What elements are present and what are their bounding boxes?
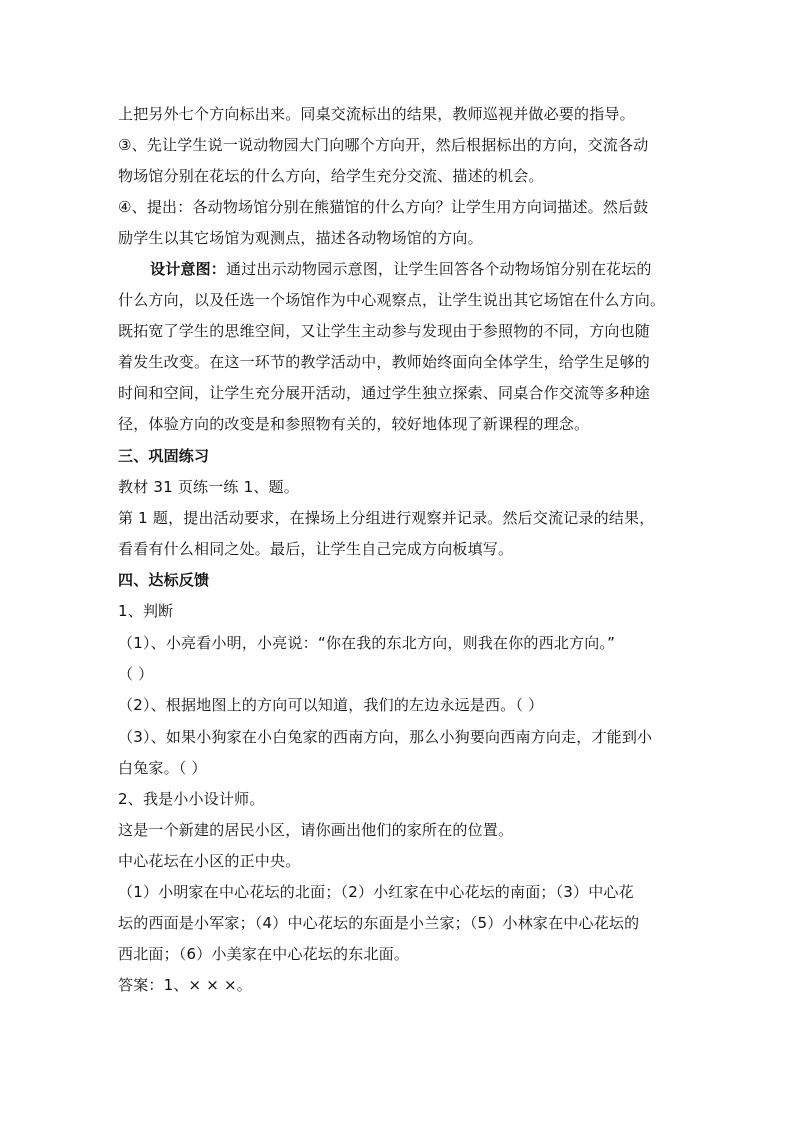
answer-line: 答案：1、× × ×。 — [118, 976, 252, 994]
paragraph-line: ④、提出：各动物场馆分别在熊猫馆的什么方向？让学生用方向词描述。然后鼓 — [118, 198, 649, 216]
paragraph-line: （1）小明家在中心花坛的北面；（2）小红家在中心花坛的南面；（3）中心花 — [118, 883, 634, 901]
paragraph-line: 上把另外七个方向标出来。同桌交流标出的结果，教师巡视并做必要的指导。 — [118, 105, 635, 123]
paragraph-line: 物场馆分别在花坛的什么方向，给学生充分交流、描述的机会。 — [118, 167, 544, 185]
paragraph-line: 什么方向，以及任选一个场馆作为中心观察点，让学生说出其它场馆在什么方向。 — [118, 291, 666, 309]
paragraph-line: 第 1 题，提出活动要求，在操场上分组进行观察并记录。然后交流记录的结果， — [118, 509, 655, 527]
section-heading-feedback: 四、达标反馈 — [118, 571, 210, 589]
paragraph-line: 着发生改变。在这一环节的教学活动中，教师始终面向全体学生，给学生足够的 — [118, 353, 651, 371]
design-intent-text: 通过出示动物园示意图，让学生回答各个动物场馆分别在花坛的 — [226, 260, 652, 278]
paragraph-line: 教材 31 页练一练 1、题。 — [118, 478, 299, 496]
paragraph-line: 既拓宽了学生的思维空间，又让学生主动参与发现由于参照物的不同，方向也随 — [118, 322, 651, 340]
paragraph-line: 坛的西面是小军家；（4）中心花坛的东面是小兰家；（5）小林家在中心花坛的 — [118, 914, 640, 932]
paragraph-line: ③、先让学生说一说动物园大门向哪个方向开，然后根据标出的方向，交流各动 — [118, 136, 649, 154]
paragraph-line: 1、判断 — [118, 602, 174, 620]
paragraph-line: 这是一个新建的居民小区，请你画出他们的家所在的位置。 — [118, 821, 514, 839]
question-line: （2）、根据地图上的方向可以知道，我们的左边永远是西。（ ） — [118, 696, 544, 714]
question-line: （1）、小亮看小明，小亮说：“你在我的东北方向，则我在你的西北方向。” — [118, 634, 616, 652]
question-line: （3）、如果小狗家在小白兔家的西南方向，那么小狗要向西南方向走，才能到小 — [118, 728, 653, 746]
answer-bracket: （ ） — [118, 665, 154, 683]
paragraph-line: 看看有什么相同之处。最后，让学生自己完成方向板填写。 — [118, 540, 514, 558]
paragraph-line: 励学生以其它场馆为观测点，描述各动物场馆的方向。 — [118, 229, 483, 247]
section-heading-practice: 三、巩固练习 — [118, 447, 210, 465]
paragraph-line: 西北面；（6）小美家在中心花坛的东北面。 — [118, 945, 410, 963]
paragraph-line: 中心花坛在小区的正中央。 — [118, 852, 301, 870]
paragraph-line: 2、我是小小设计师。 — [118, 790, 265, 808]
paragraph-line: 时间和空间，让学生充分展开活动，通过学生独立探索、同桌合作交流等多种途 — [118, 384, 651, 402]
question-line: 白兔家。（ ） — [118, 759, 207, 777]
design-intent-label: 设计意图： — [150, 260, 227, 278]
paragraph-line: 径，体验方向的改变是和参照物有关的，较好地体现了新课程的理念。 — [118, 415, 590, 433]
design-intent-line — [150, 259, 690, 279]
